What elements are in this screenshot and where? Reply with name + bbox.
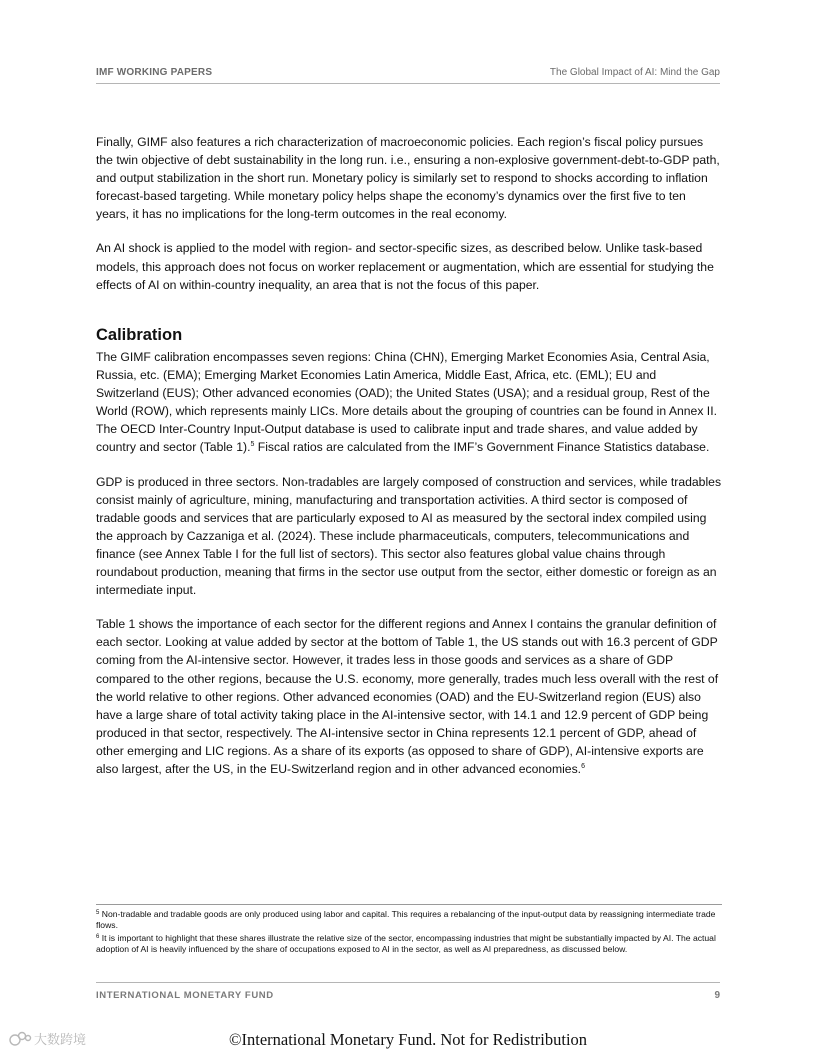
footnote-6-text: It is important to highlight that these shares illustrate the relative size of the sector, encompassing industries that might be substantially impacted by AI. The actual adoption of AI is heavily influenced by the share of occupations exposed to AI in the sector, as well as AI preparedness, as discussed below. — [96, 933, 716, 954]
calibration-section — [96, 325, 722, 794]
footer-organization: INTERNATIONAL MONETARY FUND — [96, 990, 274, 1001]
paragraph-ai-shock: An AI shock is applied to the model with region- and sector-specific sizes, as described below. Unlike task-based models, this approach does not focus on worker replacement or augmentation, which are essential for studying the effects of AI on within-country inequality, an area that is not the focus of this paper. — [96, 241, 714, 292]
footer-divider — [96, 982, 720, 983]
footnote-5-text: Non-tradable and tradable goods are only produced using labor and capital. This requires a rebalancing of the input-output data by reassigning intermediate trade flows. — [96, 909, 716, 930]
paragraph-regions-text: The GIMF calibration encompasses seven regions: China (CHN), Emerging Market Economies Asia, Central Asia, Russia, etc. (EMA); Emerging Market Economies Latin America, Middle East, Africa, etc. (EML); EU and Switzerland (EUS); Other advanced economies (OAD); the United States (USA); and a residual group, Rest of the World (ROW), which represents mainly LICs. More details about the grouping of countries can be found in Annex II. The OECD Inter-Country Input-Output database is used to calibrate input and trade shares, and value added by country and sector (Table 1). — [96, 350, 717, 455]
footnote-mark-5: 5 — [96, 910, 100, 916]
paragraph-sectors: GDP is produced in three sectors. Non-tradables are largely composed of construction and services, while tradables consist mainly of agriculture, mining, manufacturing and transportation activities. A third sector is composed of tradable goods and services that are particularly exposed to AI as measured by the sectoral index compiled using the approach by Cazzaniga et al. (2024). These include pharmaceuticals, computers, telecommunications and finance (see Annex Table I for the full list of sectors). This sector also features global value chains through roundabout production, meaning that firms in the sector use output from the sector, either domestic or foreign as an intermediate input. — [96, 474, 722, 598]
header-divider — [96, 83, 720, 84]
footnotes — [96, 909, 722, 957]
watermark-logo-text: 大数跨境 — [34, 1032, 87, 1047]
footnote-divider — [96, 904, 722, 905]
footnote-ref-6[interactable]: 6 — [581, 762, 585, 770]
paragraph-regions — [96, 348, 722, 457]
page-number: 9 — [714, 990, 720, 1001]
redistribution-notice: ©International Monetary Fund. Not for Redistribution — [228, 1030, 588, 1049]
footnote-6 — [96, 933, 722, 954]
footnote-ref-5[interactable]: 5 — [250, 441, 255, 449]
footnote-5 — [96, 909, 722, 930]
footnote-mark-6: 6 — [96, 934, 100, 941]
section-heading-calibration: Calibration — [96, 326, 183, 344]
running-header-title: The Global Impact of AI: Mind the Gap — [549, 67, 720, 78]
paragraph-table-1 — [96, 615, 722, 778]
paragraph-regions-text-end: Fiscal ratios are calculated from the IMF’s Government Finance Statistics database. — [254, 440, 710, 455]
paragraph-table-1-text: Table 1 shows the importance of each sector for the different regions and Annex I contains the granular definition of each sector. Looking at value added by sector at the bottom of Table 1, the US stands out with 16.3 percent of GDP coming from the AI-intensive sector. However, it trades less in those goods and services as a share of GDP compared to the other regions, because the U.S. economy, more generally, trades much less overall with the rest of the world relative to other regions. Other advanced economies (OAD) and the EU-Switzerland region (EUS) also have a large share of total activity taking place in the AI-intensive sector, with 14.1 and 12.9 percent of GDP being produced in that sector, respectively. The AI-intensive sector in China represents 12.1 percent of GDP, ahead of other emerging and LIC regions. As a share of its exports (as opposed to share of GDP), AI-intensive exports are also largest, after the US, in the EU-Switzerland region and in other advanced economies. — [96, 617, 719, 776]
main-body — [96, 133, 722, 310]
paragraph-policies: Finally, GIMF also features a rich characterization of macroeconomic policies. Each region’s fiscal policy pursues the twin objective of debt sustainability in the long run. i.e., ensuring a non-explosive government-debt-to-GDP path, and output stabilization in the short run. Monetary policy is similarly set to respond to shocks according to inflation forecast-based targeting. While monetary policy helps shape the economy’s dynamics over the first five to ten years, it has no implications for the long-term outcomes in the real economy. — [96, 135, 720, 222]
running-header-series: IMF WORKING PAPERS — [96, 67, 213, 78]
